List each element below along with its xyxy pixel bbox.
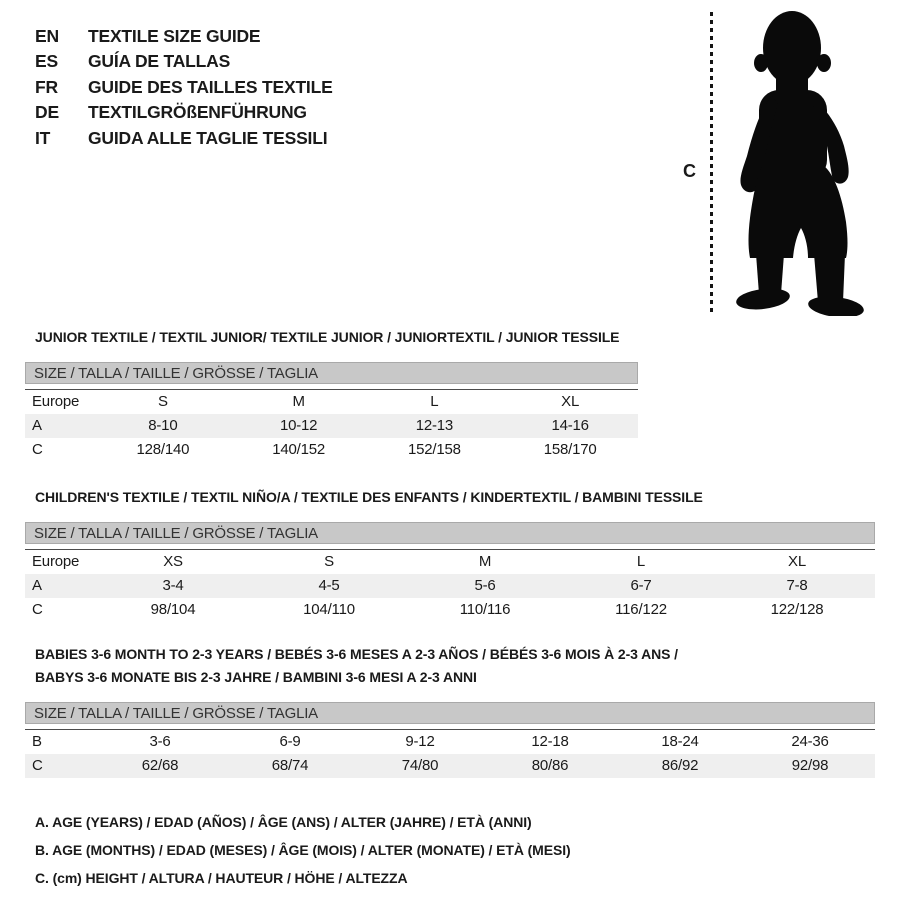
size-table-babies [25, 643, 875, 778]
language-row-es [35, 49, 333, 74]
row-label: B [32, 733, 42, 750]
footnote-line-b: B. AGE (MONTHS) / EDAD (MESES) / ÂGE (MOIS) / ALTER (MONATE) / ETÀ (MESI) [35, 842, 571, 858]
table-row-c [25, 438, 638, 462]
silhouette-leg-right [814, 254, 845, 302]
table-cell: 8-10 [148, 417, 178, 434]
table-cell: 24-36 [791, 733, 829, 750]
silhouette-ear-right [817, 54, 831, 72]
table-cell: 5-6 [474, 577, 496, 594]
row-label: C [32, 757, 43, 774]
guide-title-en: TEXTILE SIZE GUIDE [88, 26, 261, 46]
language-row-it [35, 126, 333, 151]
silhouette-foot-left [735, 286, 791, 312]
row-label: Europe [32, 553, 80, 570]
table-row-c [25, 754, 875, 778]
table-cell: 74/80 [401, 757, 439, 774]
toddler-silhouette [726, 8, 866, 316]
table-cell: L [636, 553, 646, 570]
table-cell: 9-12 [405, 733, 435, 750]
table-rows-junior [25, 389, 638, 462]
silhouette-ear-left [754, 54, 768, 72]
table-row-europe [25, 550, 875, 574]
table-cell: 18-24 [661, 733, 699, 750]
size-header-bar: SIZE / TALLA / TAILLE / GRÖSSE / TAGLIA [25, 522, 875, 544]
table-cell: M [292, 393, 305, 410]
table-row-b [25, 730, 875, 754]
guide-title-es: GUÍA DE TALLAS [88, 51, 231, 72]
table-cell: 158/170 [543, 441, 597, 458]
footnotes [35, 808, 875, 892]
table-cell: 98/104 [150, 601, 196, 618]
silhouette-leg-left [756, 254, 784, 294]
table-cell: 68/74 [271, 757, 309, 774]
table-row-c [25, 598, 875, 622]
table-cell: 12-18 [531, 733, 569, 750]
table-cell: 3-6 [149, 733, 171, 750]
size-header-bar: SIZE / TALLA / TAILLE / GRÖSSE / TAGLIA [25, 362, 638, 384]
table-title-babies: BABIES 3-6 MONTH TO 2-3 YEARS / BEBÉS 3-6 MESES A 2-3 AÑOS / BÉBÉS 3-6 MOIS À 2-3 ANS / [35, 646, 678, 662]
guide-title-fr: GUIDE DES TAILLES TEXTILE [88, 76, 333, 97]
table-row-europe [25, 390, 638, 414]
table-cell: 80/86 [531, 757, 569, 774]
table-cell: 110/116 [459, 601, 511, 618]
guide-title-de: TEXTILGRÖßENFÜHRUNG [88, 102, 307, 123]
language-code: EN [35, 26, 59, 46]
table-cell: 86/92 [661, 757, 699, 774]
language-code: FR [35, 76, 58, 97]
table-cell: 62/68 [141, 757, 179, 774]
table-title-babies: BABYS 3-6 MONATE BIS 2-3 JAHRE / BAMBINI 3-6 MESI A 2-3 ANNI [35, 669, 477, 685]
language-title-list [35, 24, 333, 151]
height-measure-dotted-line [710, 12, 713, 315]
table-cell: M [478, 553, 492, 570]
table-row-a [25, 414, 638, 438]
table-cell: 104/110 [303, 601, 355, 618]
row-label: A [32, 577, 42, 594]
footnote-line-a: A. AGE (YEARS) / EDAD (AÑOS) / ÂGE (ANS) / ALTER (JAHRE) / ETÀ (ANNI) [35, 814, 532, 830]
table-cell: 7-8 [786, 577, 808, 594]
table-cell: 122/128 [770, 601, 824, 618]
table-cell: 116/122 [615, 601, 667, 618]
row-label: C [32, 601, 43, 618]
table-rows-children [25, 549, 875, 622]
table-cell: XL [788, 553, 806, 570]
size-table-junior [25, 326, 638, 462]
table-title-children: CHILDREN'S TEXTILE / TEXTIL NIÑO/A / TEXTILE DES ENFANTS / KINDERTEXTIL / BAMBINI TESSILE [35, 489, 703, 505]
height-label-c: C [683, 161, 696, 181]
language-code: IT [35, 127, 51, 148]
table-cell: S [324, 553, 334, 570]
table-cell: L [430, 393, 439, 410]
table-cell: 14-16 [551, 417, 589, 434]
size-header-bar: SIZE / TALLA / TAILLE / GRÖSSE / TAGLIA [25, 702, 875, 724]
row-label: A [32, 417, 42, 434]
table-row-a [25, 574, 875, 598]
table-cell: S [157, 393, 168, 410]
table-rows-babies [25, 729, 875, 778]
footnote-line-c: C. (cm) HEIGHT / ALTURA / HAUTEUR / HÖHE / ALTEZZA [35, 870, 408, 886]
table-cell: 128/140 [136, 441, 190, 458]
size-tables-section [25, 326, 875, 892]
size-table-children [25, 486, 875, 622]
table-cell: 6-7 [630, 577, 652, 594]
table-cell: 6-9 [279, 733, 301, 750]
language-code: ES [35, 51, 58, 72]
language-code: DE [35, 102, 59, 123]
table-cell: 92/98 [791, 757, 829, 774]
guide-title-it: GUIDA ALLE TAGLIE TESSILI [88, 127, 328, 148]
table-cell: 4-5 [318, 577, 340, 594]
table-cell: 10-12 [279, 417, 318, 434]
table-cell: 3-4 [162, 577, 184, 594]
table-cell: XL [561, 393, 580, 410]
silhouette-foot-right [807, 294, 865, 316]
table-cell: 140/152 [272, 441, 326, 458]
language-row-de [35, 100, 333, 125]
table-cell: 152/158 [407, 441, 461, 458]
language-row-fr [35, 75, 333, 100]
table-title-junior: JUNIOR TEXTILE / TEXTIL JUNIOR/ TEXTILE JUNIOR / JUNIORTEXTIL / JUNIOR TESSILE [35, 329, 620, 345]
silhouette-shorts [749, 166, 848, 258]
table-cell: 12-13 [415, 417, 454, 434]
table-cell: XS [163, 553, 183, 570]
row-label: Europe [32, 393, 80, 410]
row-label: C [32, 441, 43, 458]
language-row-en [35, 24, 333, 49]
